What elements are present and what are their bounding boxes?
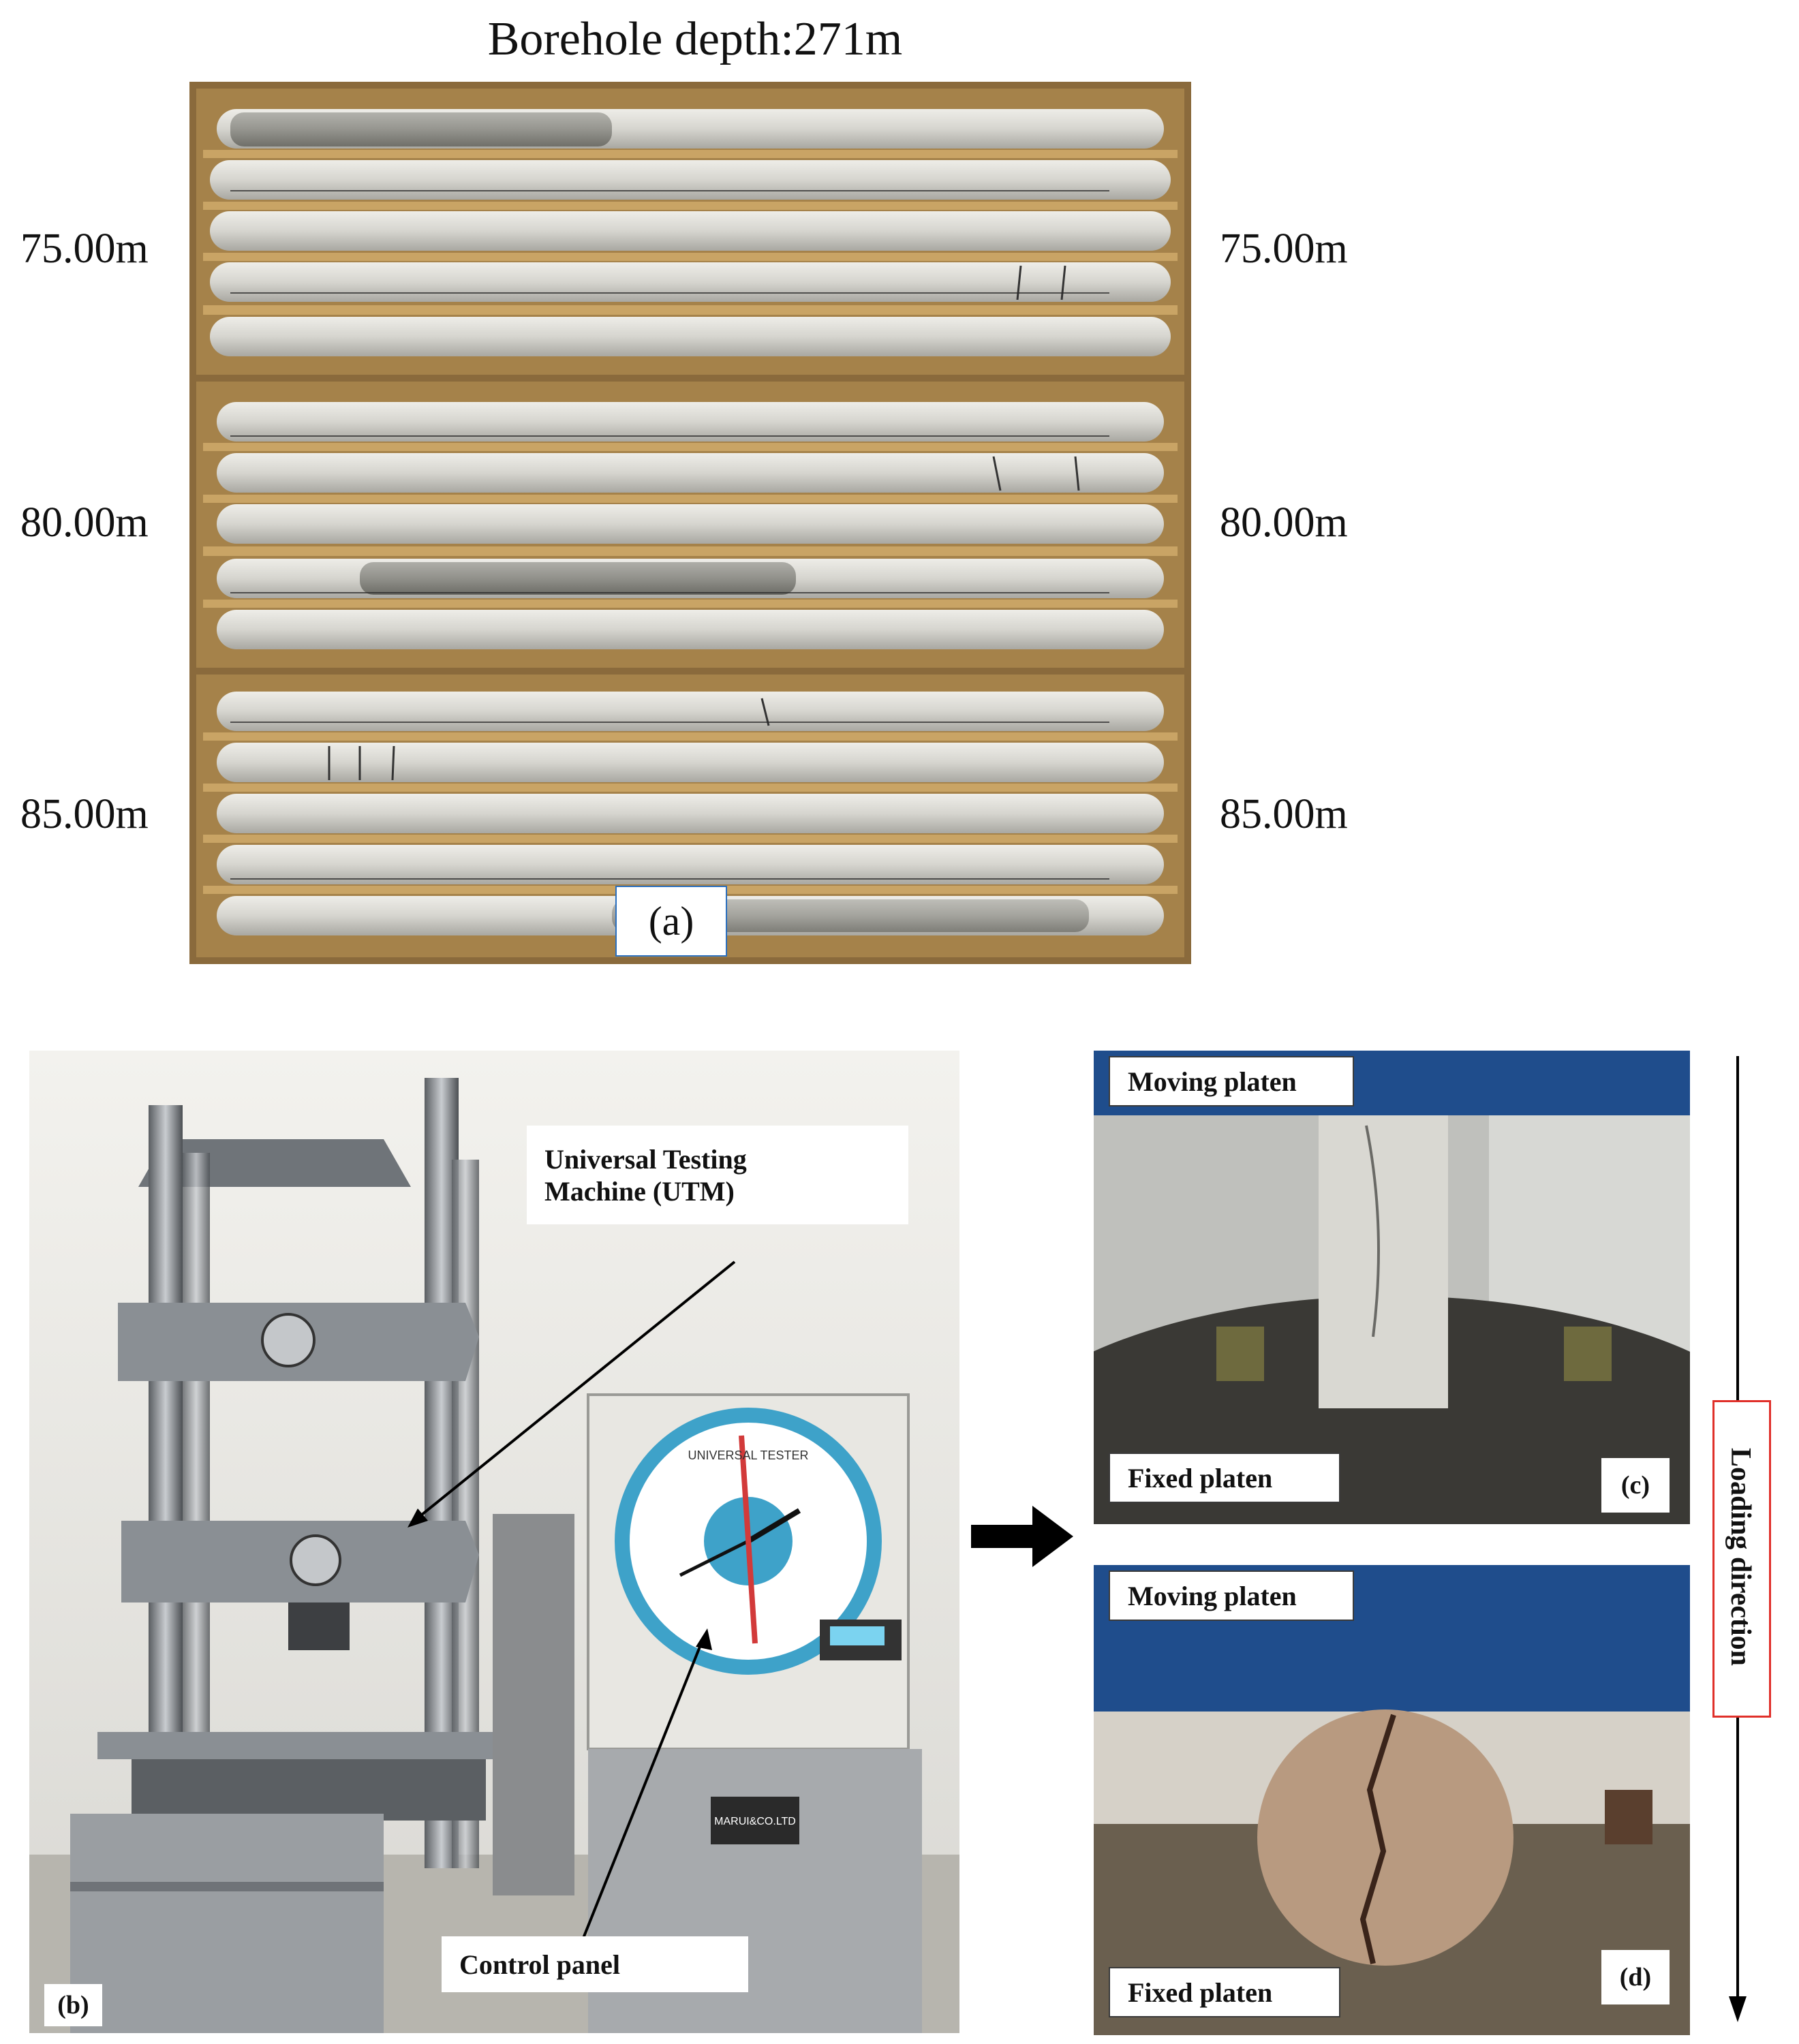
utm-label-line1: Universal Testing bbox=[544, 1143, 747, 1175]
control-panel-label: Control panel bbox=[442, 1936, 748, 1992]
panel-c-tag: (c) bbox=[1601, 1458, 1670, 1513]
depth-label-right-85: 85.00m bbox=[1220, 791, 1348, 837]
utm-label-line2: Machine (UTM) bbox=[544, 1175, 735, 1207]
fixed-platen-label-c: Fixed platen bbox=[1109, 1453, 1340, 1503]
core-box-illustration bbox=[189, 82, 1191, 964]
panel-a-tag: (a) bbox=[615, 886, 727, 957]
loading-direction-label: Loading direction bbox=[1725, 1447, 1756, 1667]
depth-label-left-85: 85.00m bbox=[20, 791, 149, 837]
dial-text: UNIVERSAL TESTER bbox=[688, 1449, 809, 1462]
panel-b-tag: (b) bbox=[44, 1984, 102, 2026]
depth-label-right-75: 75.00m bbox=[1220, 226, 1348, 272]
depth-label-left-75: 75.00m bbox=[20, 226, 149, 272]
moving-platen-label-c: Moving platen bbox=[1109, 1056, 1354, 1106]
figure-title: Borehole depth:271m bbox=[487, 13, 903, 65]
core-test-disc-photo bbox=[1094, 1565, 1690, 2035]
core-box-photo bbox=[189, 82, 1191, 964]
fixed-platen-label-d: Fixed platen bbox=[1109, 1967, 1340, 2017]
core-test-cylinder-photo bbox=[1094, 1051, 1690, 1524]
panel-d-tag: (d) bbox=[1601, 1950, 1670, 2004]
maker-plate-text: MARUI&CO.LTD bbox=[714, 1816, 796, 1827]
moving-platen-label-d: Moving platen bbox=[1109, 1570, 1354, 1621]
utm-photo bbox=[29, 1051, 959, 2033]
depth-label-right-80: 80.00m bbox=[1220, 499, 1348, 546]
utm-label bbox=[527, 1126, 908, 1224]
disc-test-illustration bbox=[1094, 1565, 1690, 2035]
right-arrow-icon bbox=[971, 1506, 1073, 1567]
depth-label-left-80: 80.00m bbox=[20, 499, 149, 546]
